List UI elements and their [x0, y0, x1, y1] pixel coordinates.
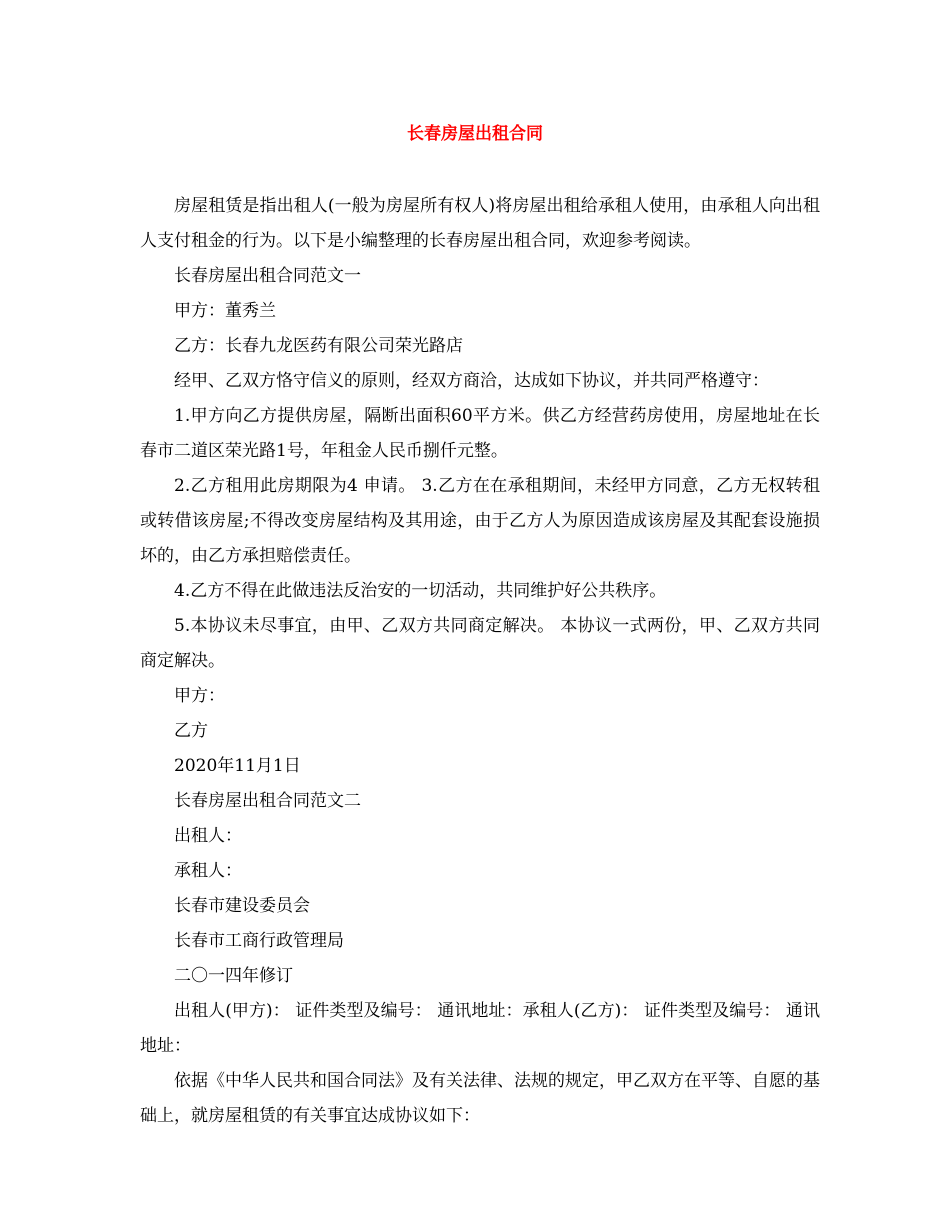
- paragraph-party-details: 出租人(甲方)： 证件类型及编号： 通讯地址：承租人(乙方)： 证件类型及编号： 通讯地址：: [140, 1001, 820, 1056]
- paragraph-construction-committee: 长春市建设委员会: [174, 896, 310, 916]
- paragraph-signature-party-a: 甲方：: [174, 686, 225, 706]
- paragraph-revision-year: 二〇一四年修订: [174, 966, 293, 986]
- paragraph-lessor: 出租人：: [174, 826, 242, 846]
- paragraph-sample-one-heading: 长春房屋出租合同范文一: [174, 266, 361, 286]
- paragraph-lessee: 承租人：: [174, 861, 242, 881]
- paragraph-sample-two-heading: 长春房屋出租合同范文二: [174, 791, 361, 811]
- paragraph-legal-basis: 依据《中华人民共和国合同法》及有关法律、法规的规定，甲乙双方在平等、自愿的基础上，就房屋租赁的有关事宜达成协议如下：: [140, 1071, 820, 1126]
- paragraph-clause-4: 4.乙方不得在此做违法反治安的一切活动，共同维护好公共秩序。: [174, 581, 667, 601]
- paragraph-clause-1: 1.甲方向乙方提供房屋，隔断出面积60平方米。供乙方经营药房使用，房屋地址在长春市二道区荣光路1号，年租金人民币捌仟元整。: [140, 406, 820, 461]
- paragraph-intro: 房屋租赁是指出租人(一般为房屋所有权人)将房屋出租给承租人使用，由承租人向出租人支付租金的行为。以下是小编整理的长春房屋出租合同，欢迎参考阅读。: [140, 196, 820, 251]
- paragraph-party-b: 乙方：长春九龙医药有限公司荣光路店: [174, 336, 463, 356]
- paragraph-party-a: 甲方：董秀兰: [174, 301, 276, 321]
- paragraph-date: 2020年11月1日: [174, 756, 301, 776]
- paragraph-industry-commerce-bureau: 长春市工商行政管理局: [174, 931, 344, 951]
- paragraph-signature-party-b: 乙方: [174, 721, 208, 741]
- document-title: 长春房屋出租合同: [407, 124, 543, 144]
- paragraph-clause-5: 5.本协议未尽事宜，由甲、乙双方共同商定解决。 本协议一式两份，甲、乙双方共同商定解决。: [140, 616, 820, 671]
- paragraph-agreement-preamble: 经甲、乙双方恪守信义的原则，经双方商洽，达成如下协议，并共同严格遵守：: [174, 371, 769, 391]
- document-body: [140, 189, 820, 1134]
- paragraph-clause-2-3: 2.乙方租用此房期限为4 申请。 3.乙方在在承租期间，未经甲方同意，乙方无权转租或转借该房屋;不得改变房屋结构及其用途，由于乙方人为原因造成该房屋及其配套设施损坏的，由乙方承担赔偿责任。: [140, 476, 820, 566]
